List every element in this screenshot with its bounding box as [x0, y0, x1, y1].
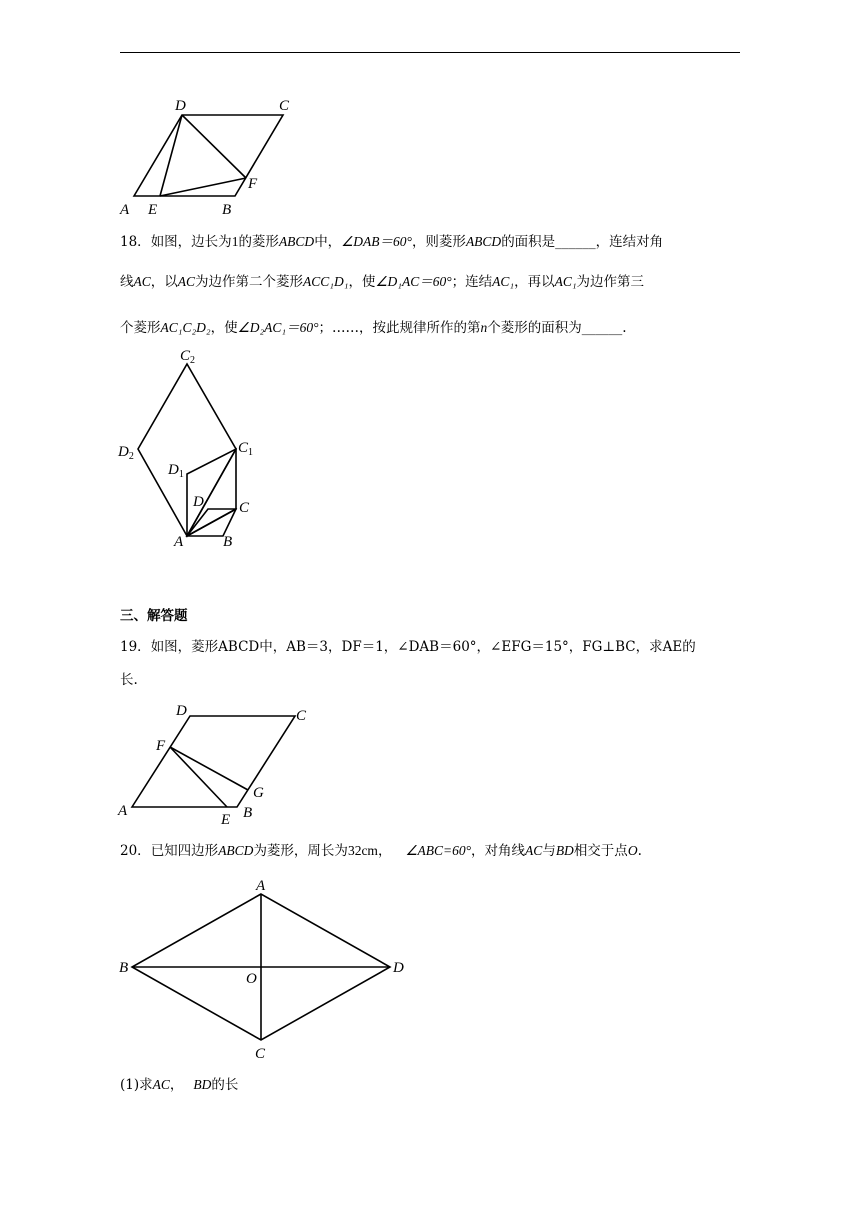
q20-label-d: D: [393, 960, 404, 976]
q17-line-de: [160, 115, 182, 196]
q18-math: n: [480, 320, 488, 335]
q20-part-1: [120, 1075, 740, 1095]
q18-text: 如图，边长为: [150, 234, 232, 250]
q18-text: ；连结: [451, 274, 493, 290]
q20-perimeter: 32cm: [347, 843, 378, 858]
q18-math: ACC₁D₁: [303, 274, 349, 289]
q20-text: 为菱形，周长为: [253, 843, 348, 859]
q18-line-1: [120, 232, 740, 252]
q18-text: ，使: [348, 274, 376, 290]
q20-part1-math: BD: [193, 1077, 212, 1092]
q19-figure: [110, 700, 330, 830]
q18-label-d1: $D_1$: [168, 462, 184, 480]
q18-label-d2: $D_2$: [118, 444, 134, 462]
q17-label-d: D: [175, 98, 186, 114]
q18-math: ABCD: [278, 234, 315, 249]
q18-side-length: 1: [231, 234, 239, 249]
q18-label-a: A: [174, 534, 184, 550]
q19-text: 如图，菱形ABCD中，AB＝3，DF＝1，∠DAB＝60°，∠EFG＝15°，FG⊥BC，求AE的: [150, 639, 696, 655]
q18-text: 为边作第三: [576, 274, 645, 290]
q17-line-df: [182, 115, 246, 178]
q20-text: .: [637, 843, 642, 859]
q18-math: ∠D₁AC＝60°: [375, 274, 452, 289]
q18-label-c: C: [239, 500, 250, 516]
q18-text: ，使: [210, 320, 238, 336]
q18-label-b: B: [223, 534, 233, 550]
q18-math: AC: [133, 274, 151, 289]
q18-figure: [110, 344, 280, 554]
q18-math: AC₁: [492, 274, 515, 289]
q20-part1-text: (1)求: [120, 1077, 153, 1093]
q20-number: 20．: [120, 843, 151, 859]
q19-label-e: E: [221, 812, 231, 828]
q17-label-f: F: [248, 176, 258, 192]
q18-label-c1: $C_1$: [238, 440, 254, 458]
q17-figure: [110, 92, 310, 222]
q18-line-3: [120, 318, 740, 338]
q18-math: ABCD: [465, 234, 502, 249]
q20-math: ∠ABC=60°: [405, 843, 472, 858]
q19-label-g: G: [253, 785, 264, 801]
q18-text: ，再以: [514, 274, 555, 290]
q20-math: O: [627, 843, 638, 858]
q20-text: 已知四边形: [150, 843, 219, 859]
q18-text: 的面积是______，连结对角: [501, 234, 664, 250]
header-rule: [120, 52, 740, 53]
q19-label-c: C: [296, 708, 307, 724]
q18-number: 18．: [120, 234, 151, 250]
q20-text: ，: [377, 843, 392, 859]
q18-text: 个菱形的面积为______.: [487, 320, 627, 336]
q20-text: 与: [542, 843, 556, 859]
q20-math: AC: [525, 843, 543, 858]
q18-text: ；……，按此规律所作的第: [318, 320, 481, 336]
q18-math: AC₁: [554, 274, 577, 289]
q18-text: 的菱形: [238, 234, 279, 250]
q17-label-e: E: [148, 202, 158, 218]
q19-label-b: B: [243, 805, 253, 821]
q19-line-2: 长.: [120, 672, 138, 688]
q17-label-b: B: [222, 202, 232, 218]
q17-line-ef: [160, 178, 246, 196]
q19-line-fg: [170, 747, 248, 790]
q17-label-a: A: [120, 202, 130, 218]
q20-label-b: B: [119, 960, 129, 976]
q17-label-c: C: [279, 98, 290, 114]
q20-math: ABCD: [218, 843, 254, 858]
q20-label-c: C: [255, 1046, 266, 1062]
q18-math: AC₁C₂D₂: [160, 320, 211, 335]
q18-text: 个菱形: [120, 320, 161, 336]
q19-label-d: D: [176, 703, 187, 719]
q18-text: 线: [120, 274, 134, 290]
q20-line-1: [120, 841, 740, 861]
q18-label-c2: $C_2$: [180, 348, 196, 366]
q20-figure: [110, 870, 420, 1070]
q19-label-f: F: [156, 738, 166, 754]
q18-math: ∠DAB＝60°: [341, 234, 412, 249]
q18-math: ∠D₂AC₁＝60°: [237, 320, 319, 335]
q19-line-1: [120, 637, 740, 657]
q20-part1-text: 的长: [211, 1077, 239, 1093]
q18-text: 为边作第二个菱形: [195, 274, 304, 290]
q18-text: ，则菱形: [411, 234, 466, 250]
q20-label-o: O: [246, 971, 257, 987]
q20-part1-math: AC: [152, 1077, 170, 1092]
q18-text: ，以: [150, 274, 178, 290]
section-heading: 三、解答题: [120, 608, 188, 624]
q20-text: 相交于点: [573, 843, 628, 859]
q20-math: BD: [555, 843, 574, 858]
q18-label-d: D: [193, 494, 204, 510]
q18-text: 中，: [314, 234, 342, 250]
q20-part1-text: ，: [169, 1077, 184, 1093]
q19-label-a: A: [118, 803, 128, 819]
q19-number: 19．: [120, 639, 151, 655]
q17-rhombus: [134, 115, 283, 196]
q18-math: AC: [177, 274, 196, 289]
q20-text: ，对角线: [471, 843, 526, 859]
q19-line-fe: [170, 747, 227, 807]
q18-line-2: [120, 272, 740, 292]
q20-label-a: A: [256, 878, 266, 894]
